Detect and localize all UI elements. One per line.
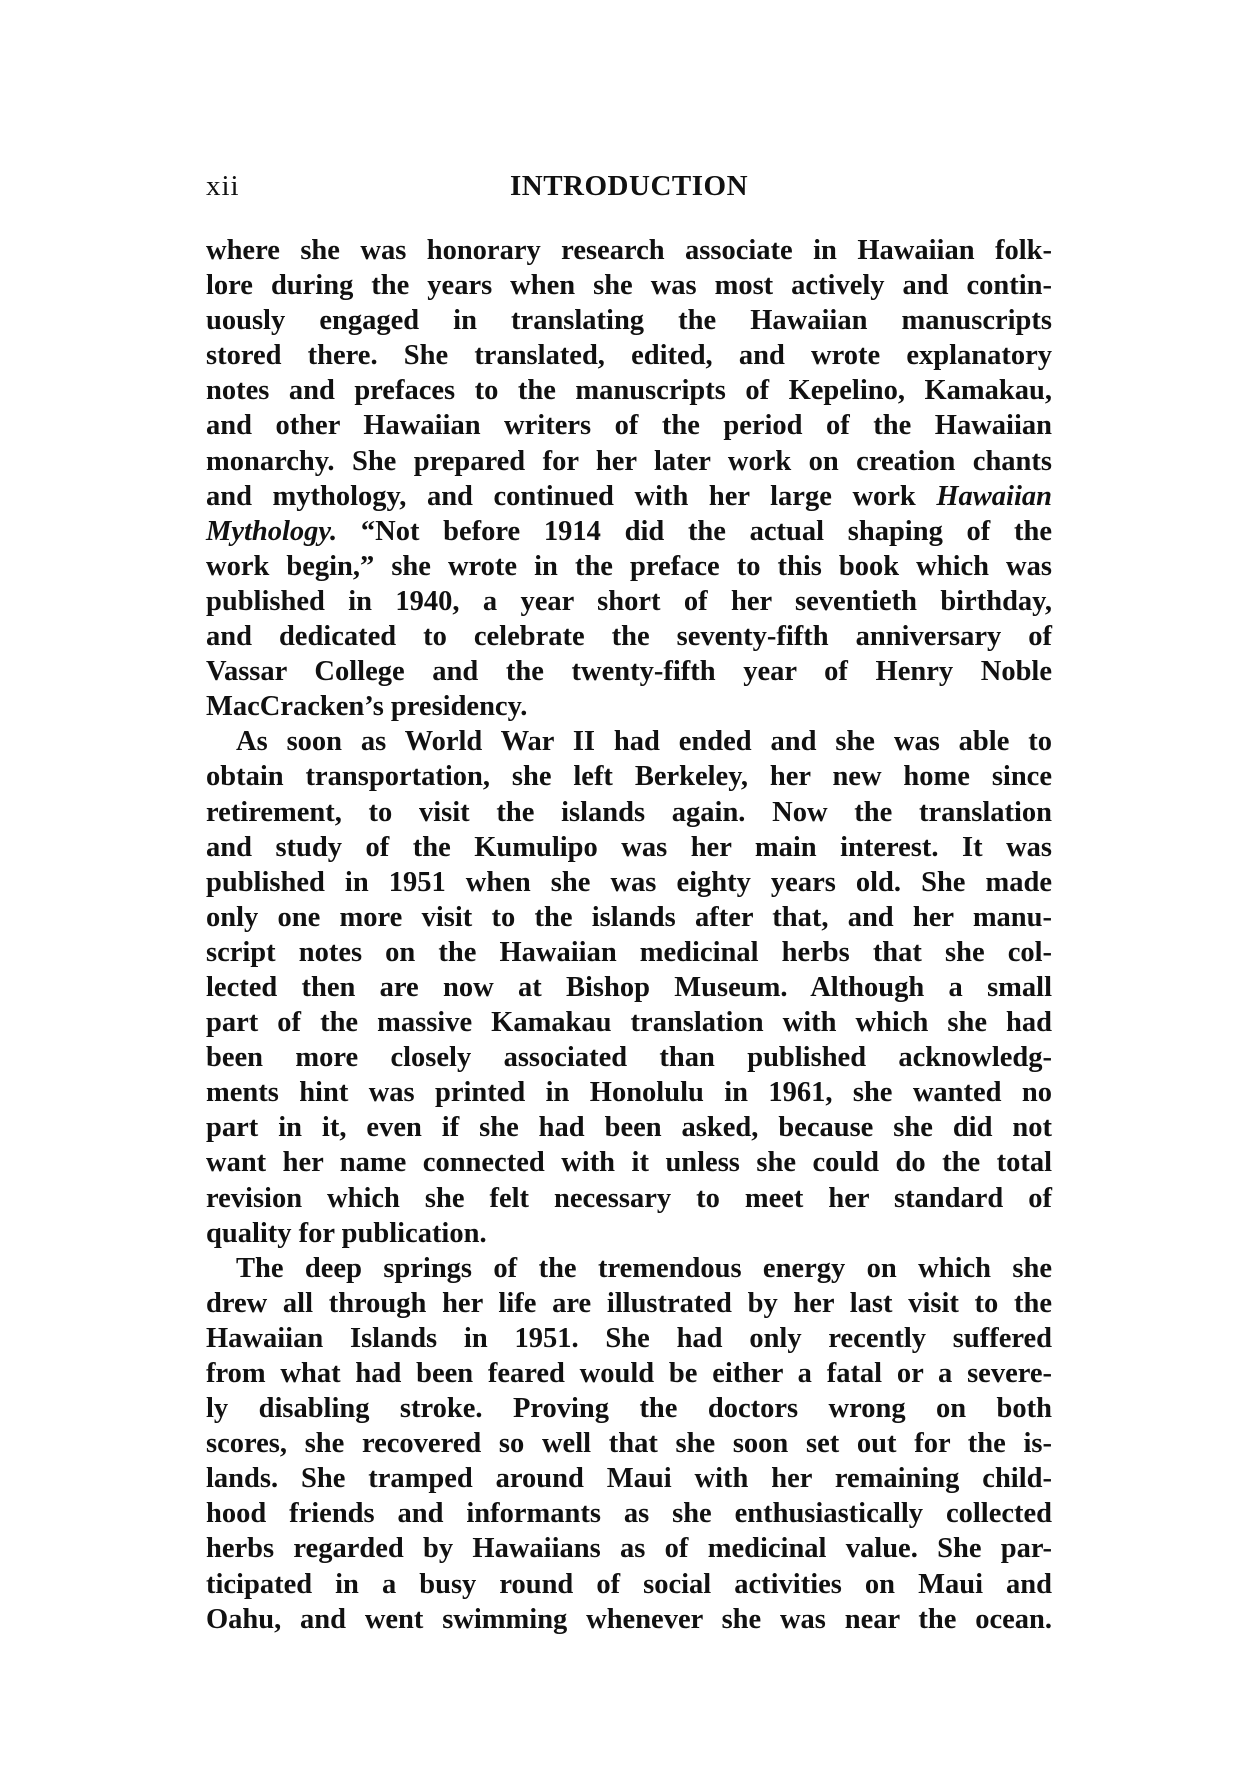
text-line: revision which she felt necessary to meet her standard of xyxy=(206,1182,1052,1214)
text-line: and other Hawaiian writers of the period of the Hawaiian xyxy=(206,410,1052,442)
text-line: retirement, to visit the islands again. Now the translation xyxy=(206,796,1052,828)
page-number: xii xyxy=(206,170,240,202)
text-line: and dedicated to celebrate the seventy-fifth anniversary of xyxy=(206,621,1052,653)
text-line: drew all through her life are illustrated by her last visit to the xyxy=(206,1287,1052,1319)
text-line: hood friends and informants as she enthusiastically collected xyxy=(206,1498,1052,1530)
text-line: part of the massive Kamakau translation with which she had xyxy=(206,1007,1052,1039)
book-title: Hawaiian xyxy=(936,480,1052,512)
text-line: uously engaged in translating the Hawaiian manuscripts xyxy=(206,305,1052,337)
paragraph xyxy=(206,1251,1052,1637)
text-line: stored there. She translated, edited, and wrote explanatory xyxy=(206,340,1052,372)
text-line: scores, she recovered so well that she soon set out for the is- xyxy=(206,1428,1052,1460)
paragraph xyxy=(206,724,1052,1250)
text-line: herbs regarded by Hawaiians as of medicinal value. She par- xyxy=(206,1533,1052,1565)
text-line: lected then are now at Bishop Museum. Although a small xyxy=(206,971,1052,1003)
text-line: monarchy. She prepared for her later work on creation chants xyxy=(206,445,1052,477)
text-line: Vassar College and the twenty-fifth year of Henry Noble xyxy=(206,656,1052,688)
text-line xyxy=(206,479,1052,514)
text-line: only one more visit to the islands after that, and her manu- xyxy=(206,901,1052,933)
text-line: part in it, even if she had been asked, because she did not xyxy=(206,1112,1052,1144)
book-title: Mythology. xyxy=(206,515,338,547)
text-line: obtain transportation, she left Berkeley, her new home since xyxy=(206,761,1052,793)
text-line: ticipated in a busy round of social activities on Maui and xyxy=(206,1568,1052,1600)
body-text xyxy=(206,233,1052,1637)
text-line: ly disabling stroke. Proving the doctors wrong on both xyxy=(206,1393,1052,1425)
text-line: lands. She tramped around Maui with her remaining child- xyxy=(206,1463,1052,1495)
text-line: As soon as World War II had ended and she was able to xyxy=(236,726,1052,758)
text-line: ments hint was printed in Honolulu in 1961, she wanted no xyxy=(206,1077,1052,1109)
text-line: notes and prefaces to the manuscripts of Kepelino, Kamakau, xyxy=(206,375,1052,407)
text-line: from what had been feared would be either a fatal or a severe- xyxy=(206,1358,1052,1389)
text-line: and study of the Kumulipo was her main interest. It was xyxy=(206,831,1052,863)
text-line: want her name connected with it unless she could do the total xyxy=(206,1147,1052,1179)
text-line: work begin,” she wrote in the preface to this book which was xyxy=(206,550,1052,582)
text-line: published in 1940, a year short of her seventieth birthday, xyxy=(206,585,1052,617)
text-line xyxy=(206,514,1052,549)
paragraph xyxy=(206,233,1052,724)
text-line: Oahu, and went swimming whenever she was near the ocean. xyxy=(206,1603,1052,1635)
running-head xyxy=(206,170,1052,210)
chapter-title: INTRODUCTION xyxy=(509,170,749,202)
text-line: been more closely associated than published acknowledg- xyxy=(206,1042,1052,1074)
text-line: lore during the years when she was most actively and contin- xyxy=(206,270,1052,302)
text-line: The deep springs of the tremendous energy on which she xyxy=(236,1252,1052,1284)
text-line: MacCracken’s presidency. xyxy=(206,691,528,723)
text-line: published in 1951 when she was eighty years old. She made xyxy=(206,866,1052,898)
text-run: and mythology, and continued with her large work xyxy=(206,480,937,512)
text-line: script notes on the Hawaiian medicinal herbs that she col- xyxy=(206,936,1052,968)
text-line: quality for publication. xyxy=(206,1217,487,1249)
text-line: where she was honorary research associate in Hawaiian folk- xyxy=(206,235,1052,266)
text-line: Hawaiian Islands in 1951. She had only recently suffered xyxy=(206,1322,1052,1354)
text-run: “Not before 1914 did the actual shaping of the xyxy=(337,515,1052,547)
